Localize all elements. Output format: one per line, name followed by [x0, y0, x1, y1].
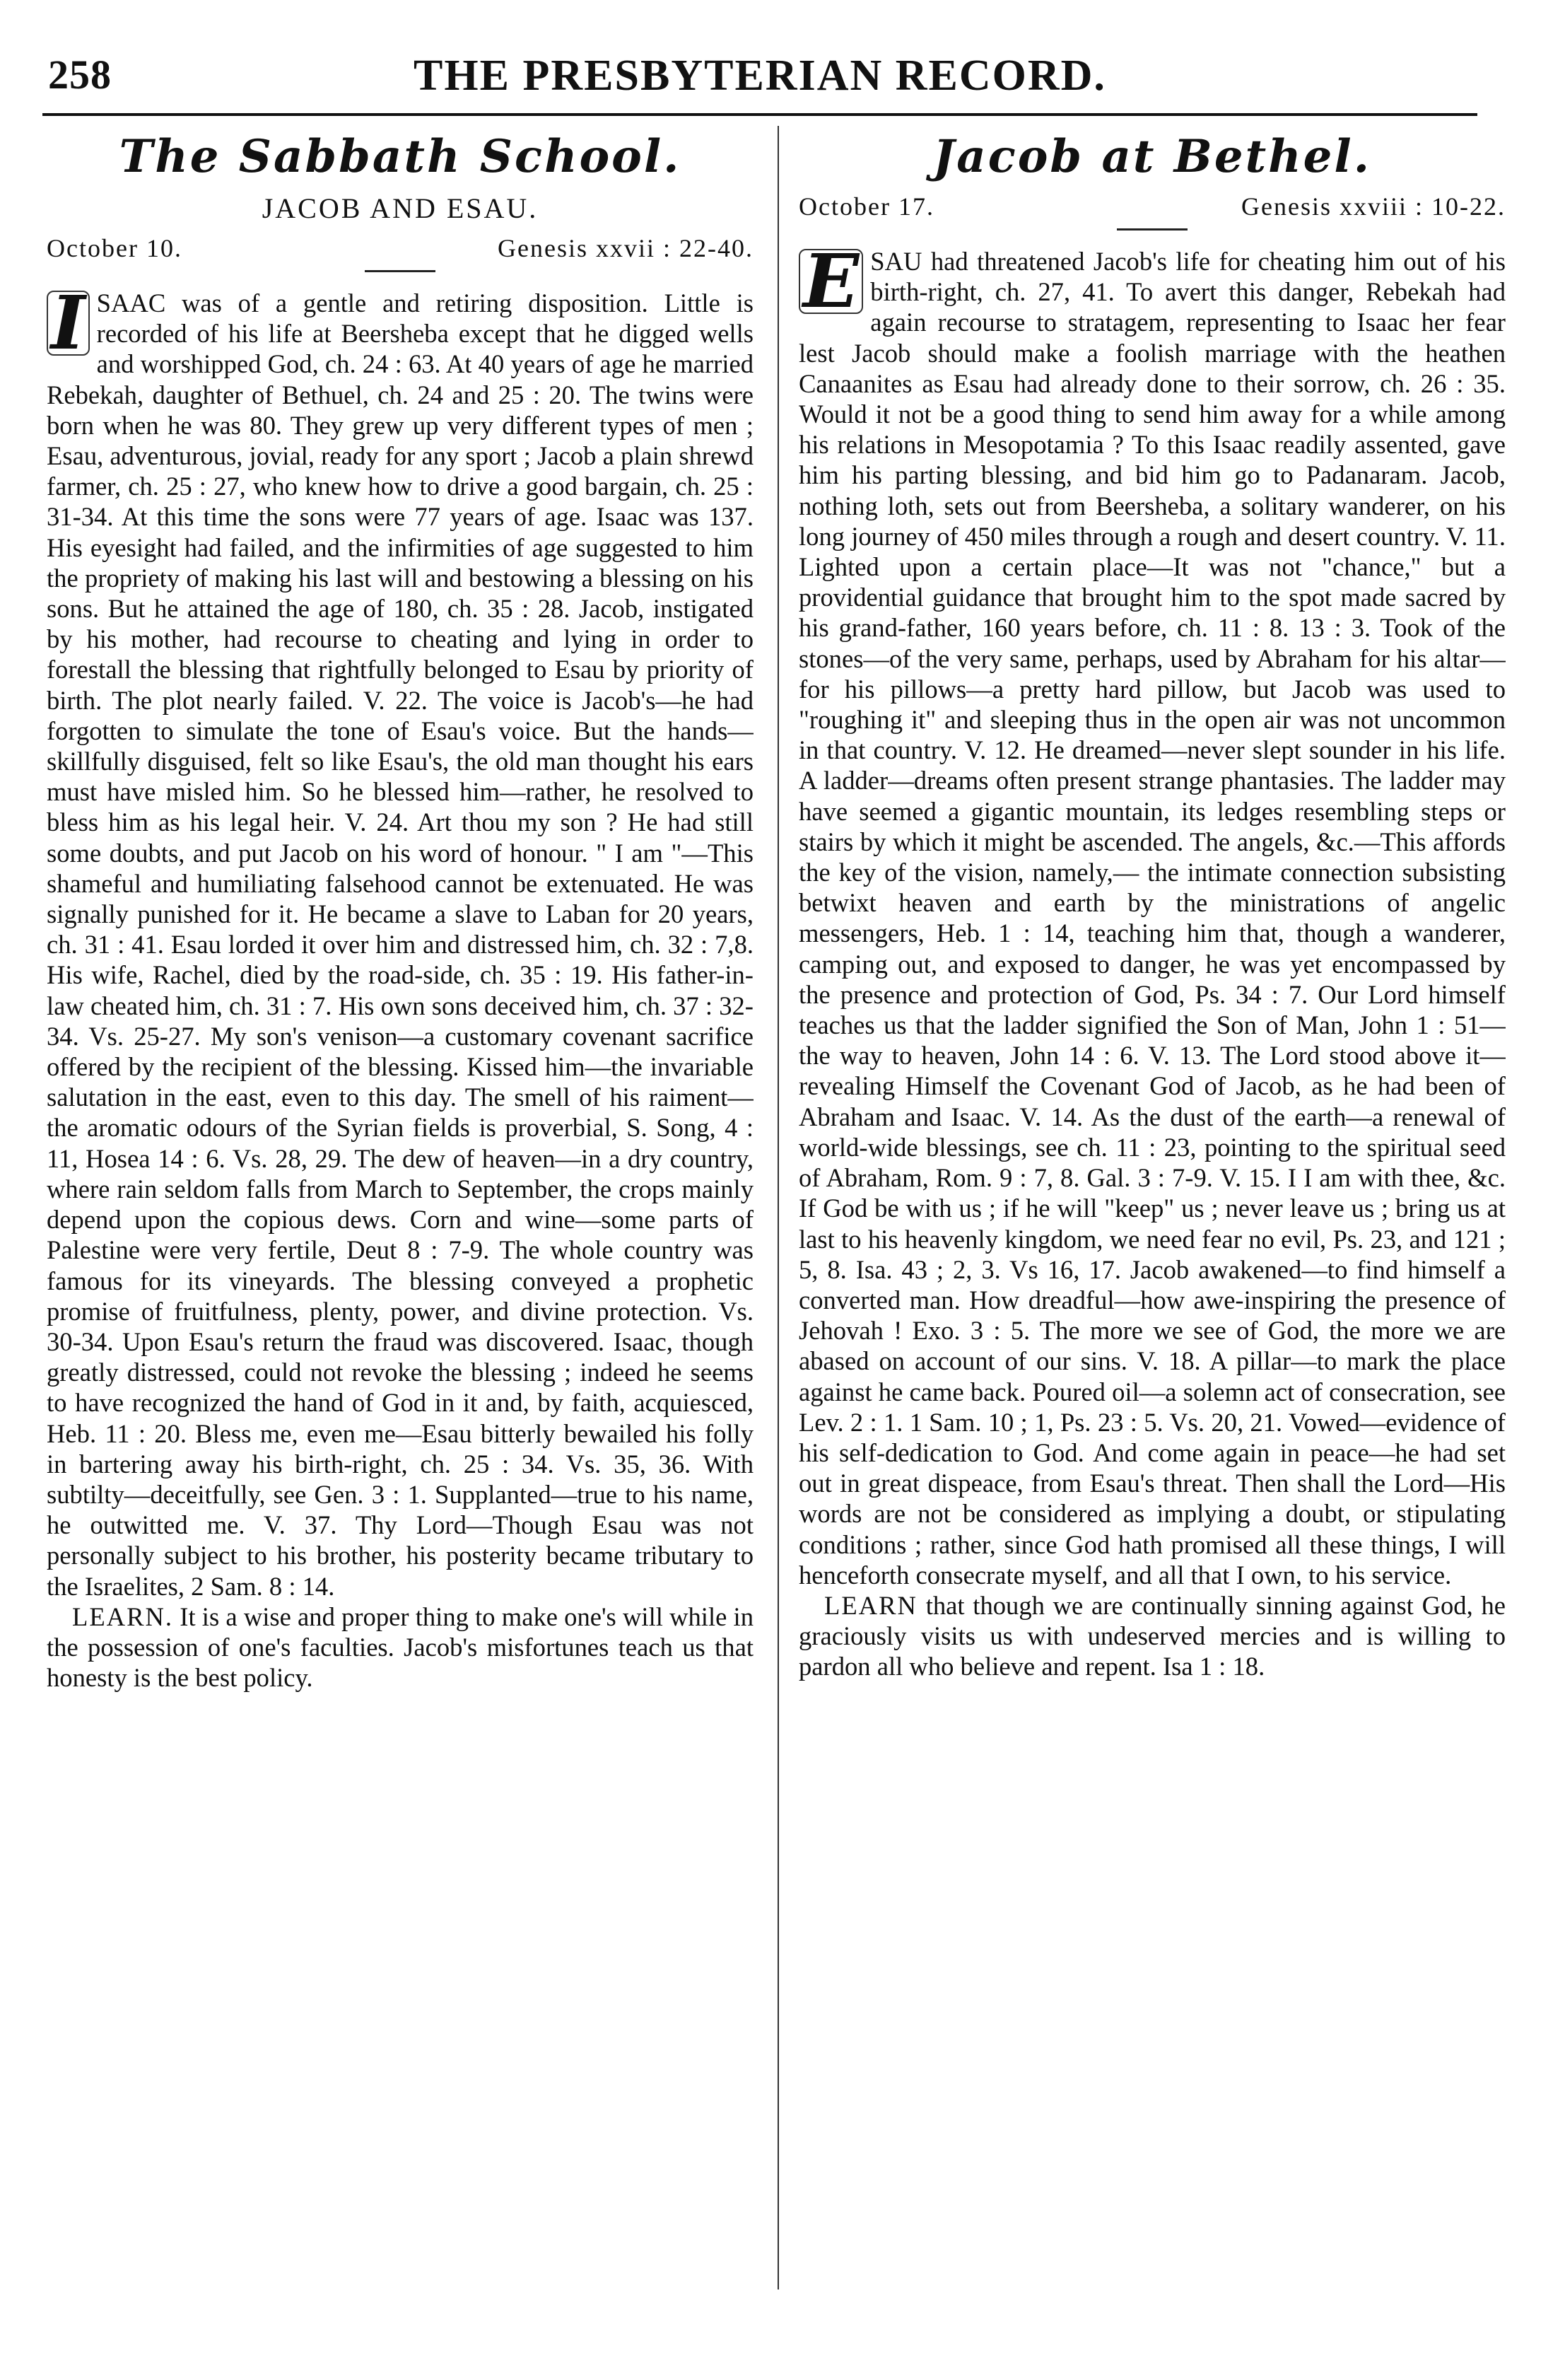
scripture-reference: Genesis xxviii : 10-22. [1241, 192, 1506, 221]
lesson-date: October 10. [47, 234, 182, 262]
short-rule [1117, 228, 1188, 231]
drop-cap: I [47, 291, 90, 356]
learn-paragraph [47, 1602, 754, 1693]
journal-title: THE PRESBYTERIAN RECORD. [414, 52, 1106, 100]
lesson-title: JACOB AND ESAU. [262, 192, 539, 224]
column-divider [778, 126, 779, 2289]
learn-label: LEARN [824, 1590, 918, 1620]
lesson-body [799, 238, 1506, 1682]
running-head [42, 49, 1477, 116]
lesson-date: October 17. [799, 192, 934, 221]
learn-label: LEARN. [72, 1602, 174, 1631]
lesson-body-text: SAU had threatened Jacob's life for cheating him out of his birth-right, ch. 27, 41. To avert this danger, Rebekah had again recourse to stratagem, representing to Isaac her fear lest Jacob should make a foolish marriage with the heathen Canaanites as Esau had already done to their sorrow, ch. 26 : 35. Would it not be a good thing to send him away for a while among his relations in Mesopotamia ? To this Isaac readily assented, gave him his parting blessing, and bid him go to Padanaram. Jacob, nothing loth, sets out from Beersheba, a solitary wanderer, on his long journey of 450 miles through a rough and desert country. V. 11. Lighted upon a certain place—It was not "chance," but a providential guidance that brought him to the spot made sacred by his grand-father, 160 years before, ch. 11 : 8. 13 : 3. Took of the stones—of the very same, perhaps, used by Abraham for his altar—for his pillows—a pretty hard pillow, but Jacob was used to "roughing it" and sleeping thus in the open air was not uncommon in that country. V. 12. He dreamed—never slept sounder in his life. A ladder—dreams often present strange phantasies. The ladder may have seemed a gigantic mountain, its ledges resembling steps or stairs by which it might be ascended. The angels, &c.—This affords the key of the vision, namely,— the intimate connection subsisting betwixt heaven and earth by the ministrations of angelic messengers, Heb. 1 : 14, teaching him that, though a wanderer, camping out, and exposed to danger, he was yet encompassed by the presence and protection of God, Ps. 34 : 7. Our Lord himself teaches us that the ladder signified the Son of Man, John 1 : 51—the way to heaven, John 14 : 6. V. 13. The Lord stood above it—revealing Himself the Covenant God of Jacob, as he had been of Abraham and Isaac. V. 14. As the dust of the earth—a renewal of world-wide blessings, see ch. 11 : 23, pointing to the spiritual seed of Abraham, Rom. 9 : 7, 8. Gal. 3 : 7-9. V. 15. I I am with thee, &c. If God be with us ; if he will "keep" us ; never leave us ; bring us at last to his heavenly kingdom, we need fear no evil, Ps. 23, and 121 ; 5, 8. Isa. 43 ; 2, 3. Vs 16, 17. Jacob awakened—to find himself a converted man. How dreadful—how awe-inspiring the presence of Jehovah ! Exo. 3 : 5. The more we see of God, the more we are abased on account of our sins. V. 18. A pillar—to mark the place against he came back. Poured oil—a solemn act of consecration, see Lev. 2 : 1. 1 Sam. 10 ; 1, Ps. 23 : 5. Vs. 20, 21. Vowed—evidence of his self-dedication to God. And come again in peace—he had set out in great dispeace, from Esau's threat. Then shall the Lord—His words are not be considered as implying a doubt, or stipulating conditions ; rather, since God hath promised all these things, I will henceforth consecrate myself, and all that I own, to his service. [799, 247, 1506, 1589]
right-column [799, 126, 1506, 2318]
learn-paragraph [799, 1590, 1506, 1682]
learn-text: It is a wise and proper thing to make one's will while in the possession of one's faculties. Jacob's misfortunes teach us that honesty is the best policy. [47, 1602, 754, 1693]
short-rule [365, 270, 435, 272]
left-column [47, 126, 754, 2318]
lesson-body [47, 279, 754, 1693]
drop-cap: E [799, 249, 863, 314]
lesson-body-text: SAAC was of a gentle and retiring disposition. Little is recorded of his life at Beersheba except that he digged wells and worshipped God, ch. 24 : 63. At 40 years of age he married Rebekah, daughter of Bethuel, ch. 24 and 25 : 20. The twins were born when he was 80. They grew up very different types of men ; Esau, adventurous, jovial, ready for any sport ; Jacob a plain shrewd farmer, ch. 25 : 27, who knew how to drive a good bargain, ch. 25 : 31-34. At this time the sons were 77 years of age. Isaac was 137. His eyesight had failed, and the infirmities of age suggested to him the propriety of making his last will and bestowing a blessing on his sons. But he attained the age of 180, ch. 35 : 28. Jacob, instigated by his mother, had recourse to cheating and lying in order to forestall the blessing that rightfully belonged to Esau by priority of birth. The plot nearly failed. V. 22. The voice is Jacob's—he had forgotten to simulate the tone of Esau's voice. But the hands—skillfully disguised, felt so like Esau's, the old man thought his ears must have misled him. So he blessed him—rather, he resolved to bless him as his legal heir. V. 24. Art thou my son ? He had still some doubts, and put Jacob on his word of honour. " I am "—This shameful and humiliating falsehood cannot be extenuated. He was signally punished for it. He became a slave to Laban for 20 years, ch. 31 : 41. Esau lorded it over him and distressed him, ch. 32 : 7,8. His wife, Rachel, died by the road-side, ch. 35 : 19. His father-in-law cheated him, ch. 31 : 7. His own sons deceived him, ch. 37 : 32-34. Vs. 25-27. My son's venison—a customary covenant sacrifice offered by the recipient of the blessing. Kissed him—the invariable salutation in the east, even to this day. The smell of his raiment—the aromatic odours of the Syrian fields is proverbial, S. Song, 4 : 11, Hosea 14 : 6. Vs. 28, 29. The dew of heaven—in a dry country, where rain seldom falls from March to September, the crops mainly depend upon the copious dews. Corn and wine—some parts of Palestine were very fertile, Deut 8 : 7-9. The whole country was famous for its vineyards. The blessing conveyed a prophetic promise of fruitfulness, plenty, power, and divine protection. Vs. 30-34. Upon Esau's return the fraud was discovered. Isaac, though greatly distressed, could not revoke the blessing ; indeed he seems to have recognized the hand of God in it and, by faith, acquiesced, Heb. 11 : 20. Bless me, even me—Esau bitterly bewailed his folly in bartering away his birth-right, ch. 25 : 34. Vs. 35, 36. With subtilty—deceitfully, see Gen. 3 : 1. Supplanted—true to his name, he outwitted me. V. 37. Thy Lord—Though Esau was not personally subject to his brother, his posterity became tributary to the Israelites, 2 Sam. 8 : 14. [47, 288, 754, 1601]
lesson-date-line [799, 192, 1506, 221]
page-number: 258 [48, 52, 112, 98]
section-title-sabbath-school: The Sabbath School. [119, 130, 681, 183]
section-title-jacob-at-bethel: Jacob at Bethel. [933, 130, 1371, 183]
lesson-date-line [47, 233, 754, 263]
scripture-reference: Genesis xxvii : 22-40. [498, 234, 754, 262]
learn-text: that though we are continually sinning against God, he graciously visits us with undeserved mercies and is willing to pardon all who believe and repent. Isa 1 : 18. [799, 1590, 1506, 1681]
